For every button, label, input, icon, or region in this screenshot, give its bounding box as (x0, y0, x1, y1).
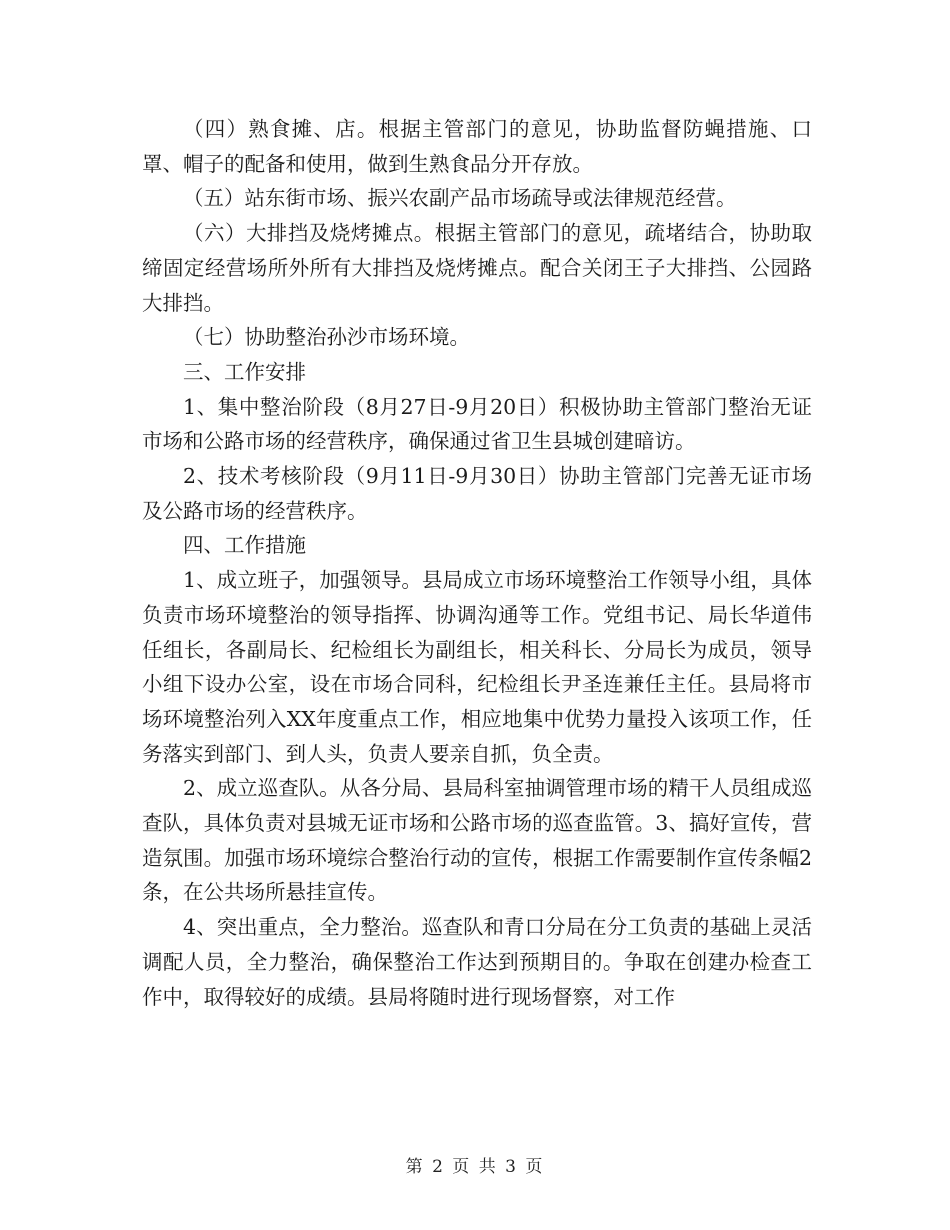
page-footer: 第 2 页 共 3 页 (405, 1157, 545, 1177)
paragraph-stage-2: 2、技术考核阶段（9月11日-9月30日）协助主管部门完善无证市场及公路市场的经营秩序。 (142, 464, 812, 523)
paragraph-stage-1: 1、集中整治阶段（8月27日-9月20日）积极协助主管部门整治无证市场和公路市场的经营秩序，确保通过省卫生县城创建暗访。 (142, 394, 812, 454)
paragraph-item-7: （七）协助整治孙沙市场环境。 (183, 325, 470, 350)
section-heading-work-arrangement: 三、工作安排 (183, 359, 306, 384)
paragraph-item-4: （四）熟食摊、店。根据主管部门的意见，协助监督防蝇措施、口罩、帽子的配备和使用，做到生熟食品分开存放。 (142, 117, 812, 176)
document-body (142, 112, 812, 1014)
paragraph-measure-1: 1、成立班子，加强领导。县局成立市场环境整治工作领导小组，具体负责市场环境整治的领导指挥、协调沟通等工作。党组书记、局长华道伟任组长，各副局长、纪检组长为副组长，相关科长、分局长为成员，领导小组下设办公室，设在市场合同科，纪检组长尹圣连兼任主任。县局将市场环境整治列入XX年度重点工作，相应地集中优势力量投入该项工作，任务落实到部门、到人头，负责人要亲自抓，负全责。 (142, 568, 812, 766)
paragraph-item-6: （六）大排挡及烧烤摊点。根据主管部门的意见，疏堵结合，协助取缔固定经营场所外所有大排挡及烧烤摊点。配合关闭王子大排挡、公园路大排挡。 (142, 221, 812, 315)
section-heading-work-measures: 四、工作措施 (183, 533, 306, 558)
paragraph-item-5: （五）站东街市场、振兴农副产品市场疏导或法律规范经营。 (183, 186, 737, 211)
paragraph-measure-2-3: 2、成立巡查队。从各分局、县局科室抽调管理市场的精干人员组成巡查队，具体负责对县城无证市场和公路市场的巡查监管。3、搞好宣传，营造氛围。加强市场环境综合整治行动的宣传，根据工作需要制作宣传条幅2条，在公共场所悬挂宣传。 (142, 776, 812, 905)
paragraph-measure-4: 4、突出重点，全力整治。巡查队和青口分局在分工负责的基础上灵活调配人员，全力整治，确保整治工作达到预期目的。争取在创建办检查工作中，取得较好的成绩。县局将随时进行现场督察，对工作 (142, 915, 812, 1009)
